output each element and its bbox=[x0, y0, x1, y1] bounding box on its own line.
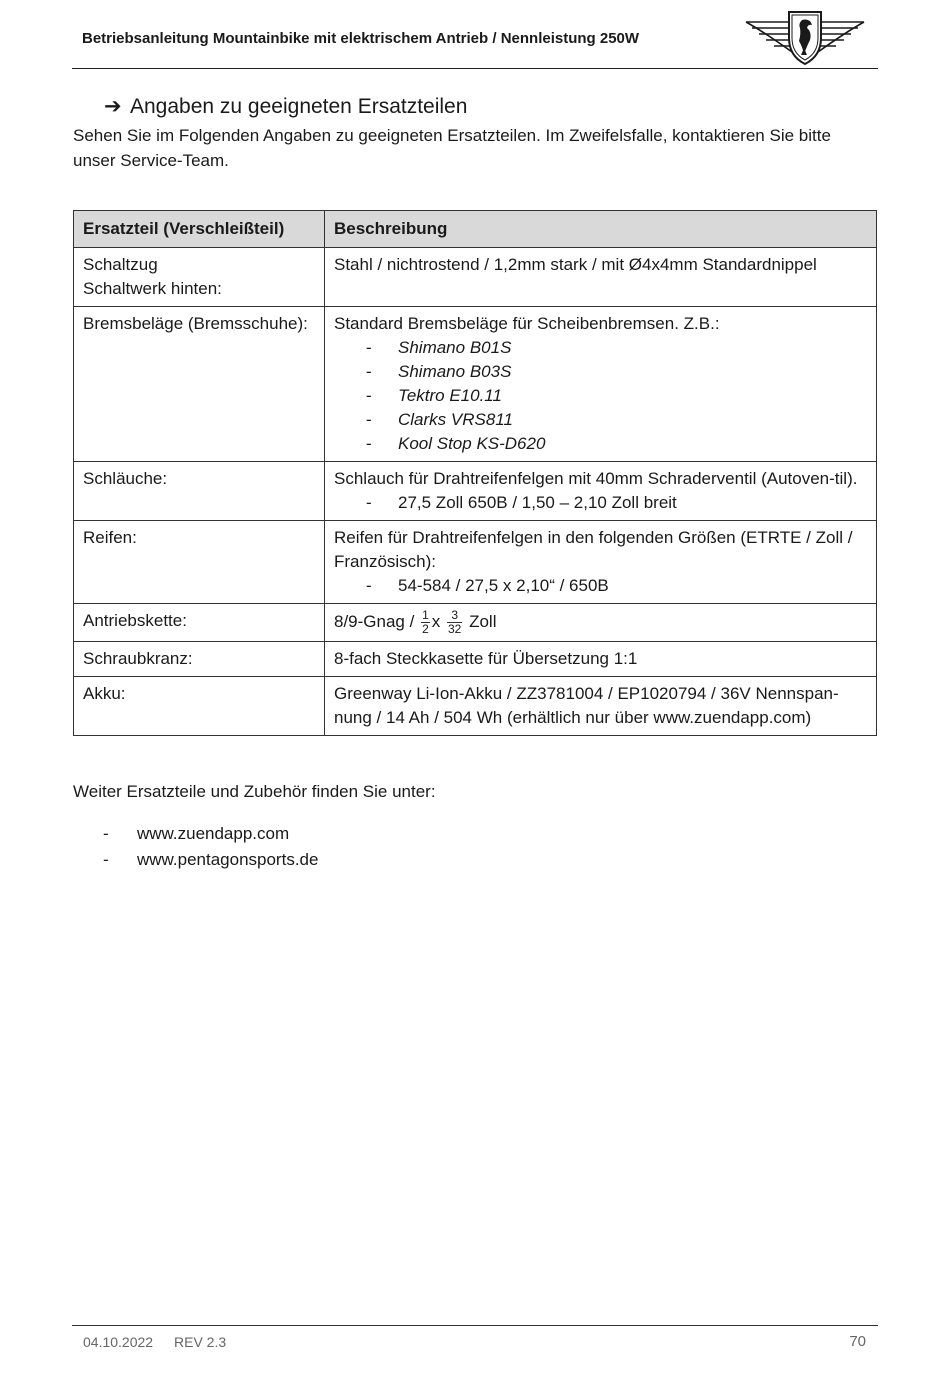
table-header-row bbox=[74, 211, 877, 248]
list-item: - Kool Stop KS-D620 bbox=[334, 432, 867, 456]
description-prefix: 8/9-Gnag / bbox=[334, 611, 415, 631]
description-cell bbox=[325, 604, 877, 642]
column-header-part: Ersatzteil (Verschleißteil) bbox=[74, 211, 325, 248]
list-item: - Shimano B01S bbox=[334, 336, 867, 360]
intro-paragraph: Sehen Sie im Folgenden Angaben zu geeigneten Ersatzteilen. Im Zweifelsfalle, kontaktieren Sie bitte unser Service-Team. bbox=[73, 126, 831, 170]
description-suffix: Zoll bbox=[469, 611, 497, 631]
brake-pad-list bbox=[334, 336, 867, 456]
header-title: Betriebsanleitung Mountainbike mit elektrischem Antrieb / Nennleistung 250W bbox=[82, 30, 640, 47]
part-cell: Antriebskette: bbox=[74, 604, 325, 642]
part-cell bbox=[74, 248, 325, 307]
section-heading bbox=[104, 94, 467, 119]
description-cell: Greenway Li-Ion-Akku / ZZ3781004 / EP1020794 / 36V Nennspan-nung / 14 Ah / 504 Wh (erhältlich nur über www.zuendapp.com) bbox=[325, 677, 877, 736]
supplier-link: - www.zuendapp.com bbox=[73, 821, 318, 847]
supplier-links-list bbox=[73, 821, 318, 873]
description-cell: 8-fach Steckkasette für Übersetzung 1:1 bbox=[325, 642, 877, 677]
right-arrow-icon: ➔ bbox=[104, 95, 122, 118]
footer-revision: REV 2.3 bbox=[174, 1334, 227, 1350]
part-label: Schaltwerk hinten: bbox=[83, 279, 222, 298]
list-item: - Shimano B03S bbox=[334, 360, 867, 384]
list-item: - 54-584 / 27,5 x 2,10“ / 650B bbox=[334, 574, 867, 598]
description-text: Schlauch für Drahtreifenfelgen mit 40mm Schraderventil (Autoven-til). bbox=[334, 469, 858, 488]
description-text: Reifen für Drahtreifenfelgen in den folgenden Größen (ETRTE / Zoll / Französisch): bbox=[334, 528, 853, 571]
fraction-three-thirtyseconds: $\frac{3}{32}$ bbox=[447, 608, 462, 636]
footer-divider bbox=[72, 1325, 878, 1326]
list-item: - Clarks VRS811 bbox=[334, 408, 867, 432]
spare-parts-table bbox=[73, 210, 877, 736]
part-cell: Schläuche: bbox=[74, 462, 325, 521]
table-row bbox=[74, 248, 877, 307]
table-row bbox=[74, 604, 877, 642]
description-cell bbox=[325, 521, 877, 604]
part-cell: Schraubkranz: bbox=[74, 642, 325, 677]
list-item: - Tektro E10.11 bbox=[334, 384, 867, 408]
table-row bbox=[74, 307, 877, 462]
section-heading-text: Angaben zu geeigneten Ersatzteilen bbox=[130, 95, 468, 118]
page-number: 70 bbox=[849, 1333, 866, 1350]
more-parts-text: Weiter Ersatzteile und Zubehör finden Sie unter: bbox=[73, 782, 436, 801]
description-cell bbox=[325, 307, 877, 462]
part-cell: Reifen: bbox=[74, 521, 325, 604]
footer-date: 04.10.2022 bbox=[83, 1334, 154, 1350]
table-row bbox=[74, 521, 877, 604]
header-divider bbox=[72, 68, 878, 69]
table-row bbox=[74, 462, 877, 521]
part-label: Schaltzug bbox=[83, 255, 158, 274]
part-cell: Akku: bbox=[74, 677, 325, 736]
table-row bbox=[74, 642, 877, 677]
description-text: Standard Bremsbeläge für Scheibenbremsen. Z.B.: bbox=[334, 314, 720, 333]
times-sign: x bbox=[431, 611, 441, 631]
part-cell: Bremsbeläge (Bremsschuhe): bbox=[74, 307, 325, 462]
supplier-link: - www.pentagonsports.de bbox=[73, 847, 318, 873]
fraction-one-half: $\frac{1}{2}$ bbox=[422, 608, 429, 636]
tube-list bbox=[334, 491, 867, 515]
description-cell bbox=[325, 462, 877, 521]
list-item: - 27,5 Zoll 650B / 1,50 – 2,10 Zoll breit bbox=[334, 491, 867, 515]
column-header-description: Beschreibung bbox=[325, 211, 877, 248]
tire-list bbox=[334, 574, 867, 598]
description-cell: Stahl / nichtrostend / 1,2mm stark / mit Ø4x4mm Standardnippel bbox=[325, 248, 877, 307]
winged-shield-logo-icon bbox=[744, 8, 866, 66]
table-row bbox=[74, 677, 877, 736]
